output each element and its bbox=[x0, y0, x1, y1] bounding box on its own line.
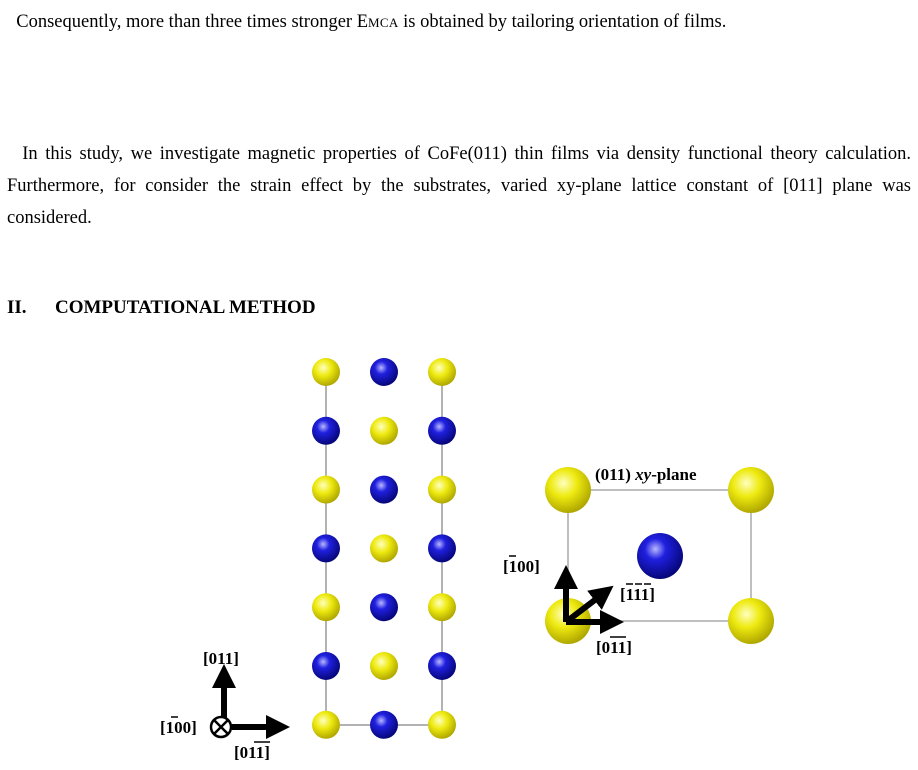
atom-yellow bbox=[428, 593, 456, 621]
atom-yellow bbox=[728, 467, 774, 513]
section-number: II. bbox=[7, 297, 27, 318]
atom-yellow bbox=[370, 534, 398, 562]
left-axes bbox=[160, 649, 278, 762]
right-axis-right-label: [011] bbox=[596, 638, 632, 657]
atom-yellow bbox=[370, 652, 398, 680]
atom-blue bbox=[370, 358, 398, 386]
atom-yellow bbox=[312, 711, 340, 739]
atom-yellow bbox=[312, 593, 340, 621]
section-title: COMPUTATIONAL METHOD bbox=[55, 297, 316, 318]
left-axis-right-label: [011] bbox=[234, 743, 270, 762]
right-panel-title: (011) xy-plane bbox=[595, 465, 697, 484]
paragraph-2-text: In this study, we investigate magnetic properties of CoFe(011) thin films via density functional theory calculation. Furthermore, for consider the strain effect by the substrates, varied xy-plane lattice constant of [011] plane was considered. bbox=[7, 144, 911, 228]
atom-yellow bbox=[428, 358, 456, 386]
right-panel bbox=[503, 465, 774, 657]
atom-blue bbox=[312, 534, 340, 562]
atom-blue bbox=[312, 417, 340, 445]
left-axis-up-label: [011] bbox=[203, 649, 239, 668]
paragraph-1-part2: is obtained by tailoring orientation of films. bbox=[398, 12, 727, 32]
atom-yellow bbox=[428, 711, 456, 739]
atom-blue bbox=[428, 652, 456, 680]
atom-blue bbox=[312, 652, 340, 680]
atom-yellow bbox=[312, 358, 340, 386]
atom-yellow bbox=[428, 476, 456, 504]
atom-yellow bbox=[312, 476, 340, 504]
atom-blue bbox=[370, 711, 398, 739]
atom-yellow bbox=[545, 467, 591, 513]
atom-blue bbox=[637, 533, 683, 579]
atom-blue bbox=[370, 476, 398, 504]
right-axis-up-label: [100] bbox=[503, 557, 540, 576]
atom-yellow bbox=[728, 598, 774, 644]
atom-yellow bbox=[370, 417, 398, 445]
paragraph-1-part1: Consequently, more than three times stronger E bbox=[16, 12, 369, 32]
atom-blue bbox=[370, 593, 398, 621]
paragraph-1-subscript: MCA bbox=[368, 15, 399, 30]
left-atom-grid bbox=[312, 358, 456, 739]
atom-blue bbox=[428, 417, 456, 445]
into-page-icon bbox=[211, 717, 231, 737]
right-axis-diag-label: [111] bbox=[620, 585, 655, 604]
left-axis-into-label: [100] bbox=[160, 718, 197, 737]
atom-blue bbox=[428, 534, 456, 562]
